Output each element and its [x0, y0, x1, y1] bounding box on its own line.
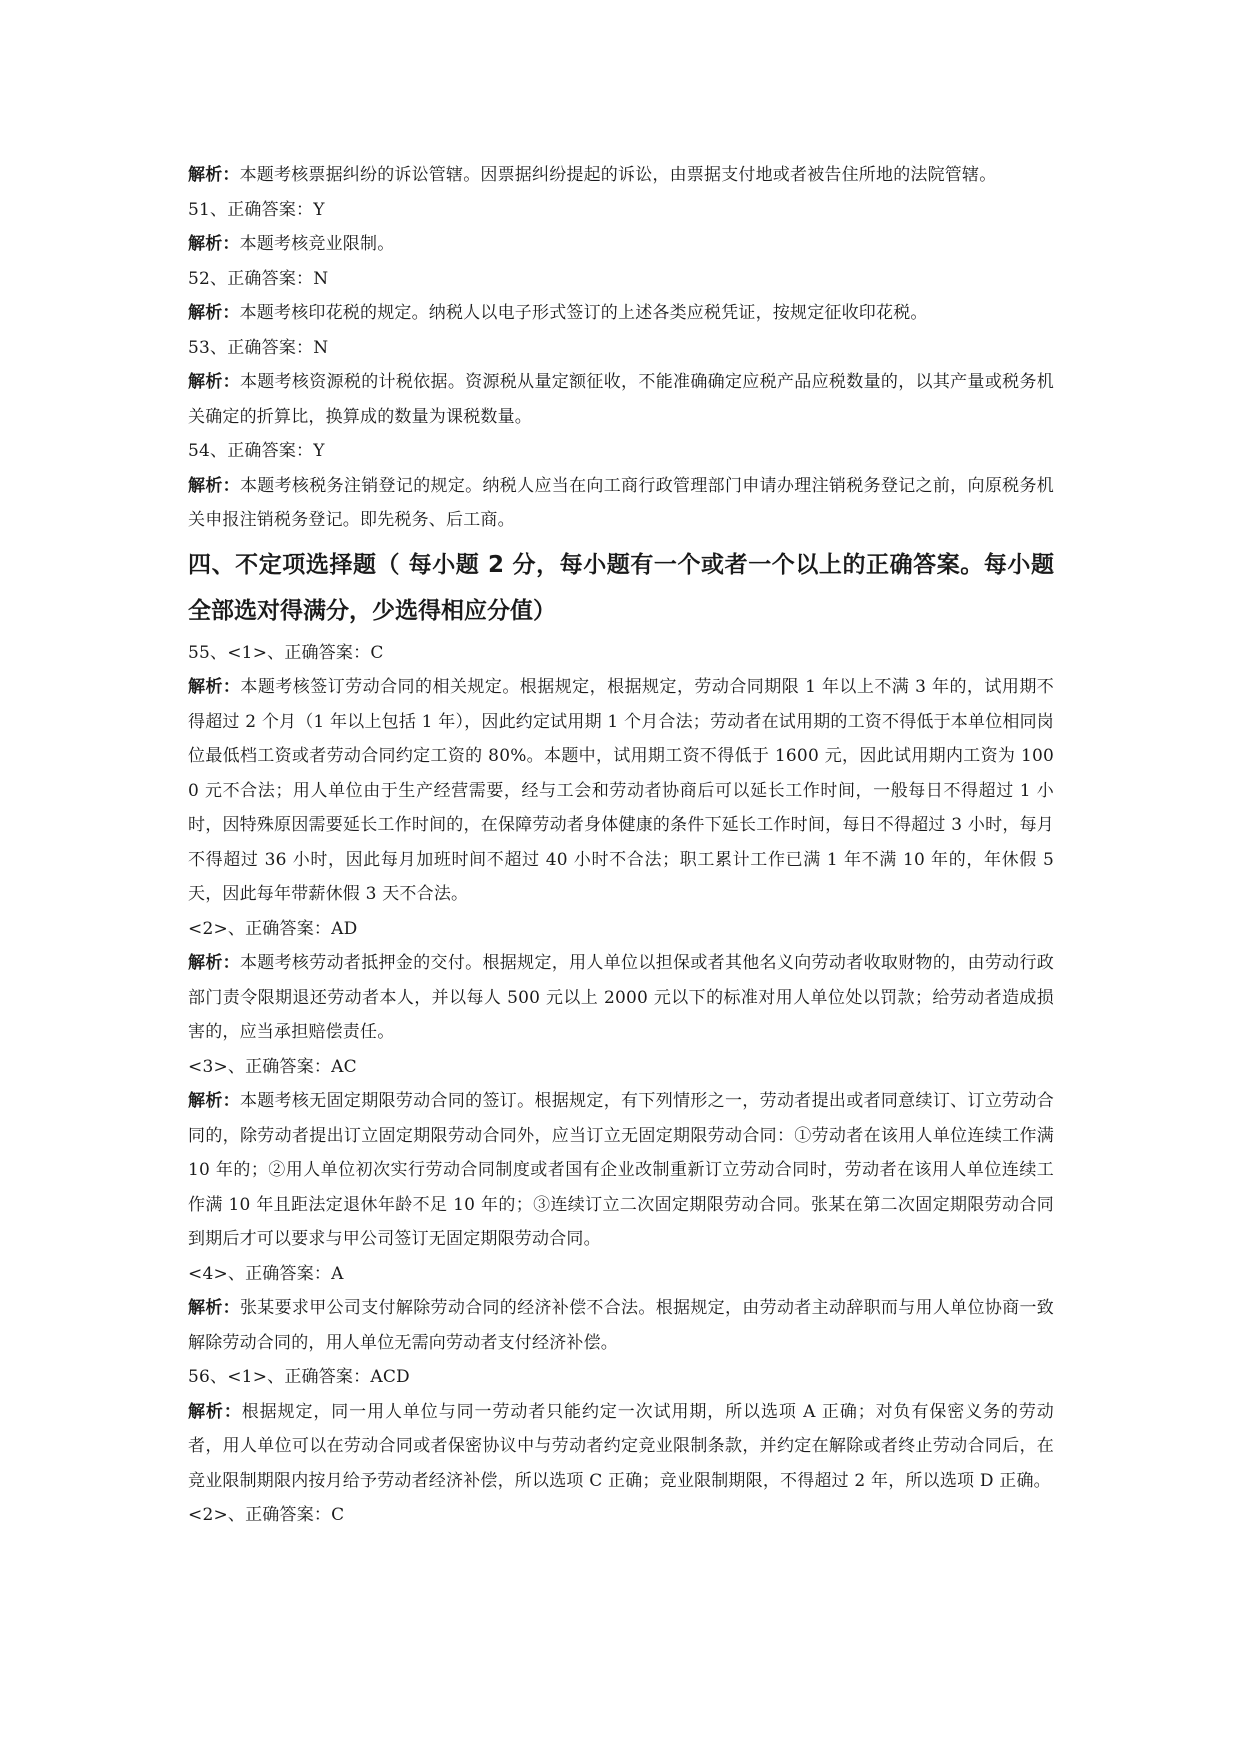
analysis-paragraph — [188, 1084, 1054, 1257]
analysis-text: 本题考核票据纠纷的诉讼管辖。因票据纠纷提起的诉讼，由票据支付地或者被告住所地的法院管辖。 — [239, 165, 997, 185]
analysis-text: 本题考核无固定期限劳动合同的签订。根据规定，有下列情形之一，劳动者提出或者同意续订、订立劳动合同的，除劳动者提出订立固定期限劳动合同外，应当订立无固定期限劳动合同：①劳动者在该用人单位连续工作满 10 年的；②用人单位初次实行劳动合同制度或者国有企业改制重新订立劳动合同时，劳动者在该用人单位连续工作满 10 年且距法定退休年龄不足 10 年的；③连续订立二次固定期限劳动合同。张某在第二次固定期限劳动合同到期后才可以要求与甲公司签订无固定期限劳动合同。 — [188, 1091, 1054, 1249]
analysis-label: 解析： — [188, 1298, 240, 1318]
analysis-text: 本题考核签订劳动合同的相关规定。根据规定，根据规定，劳动合同期限 1 年以上不满 3 年的，试用期不得超过 2 个月（1 年以上包括 1 年），因此约定试用期 1 个月合法；劳动者在试用期的工资不得低于本单位相同岗位最低档工资或者劳动合同约定工资的 80%。本题中，试用期工资不得低于 1600 元，因此试用期内工资为 1000 元不合法；用人单位由于生产经营需要，经与工会和劳动者协商后可以延长工作时间，一般每日不得超过 1 小时，因特殊原因需要延长工作时间的，在保障劳动者身体健康的条件下延长工作时间，每日不得超过 3 小时，每月不得超过 36 小时，因此每月加班时间不超过 40 小时不合法；职工累计工作已满 1 年不满 10 年的，年休假 5 天，因此每年带薪休假 3 天不合法。 — [188, 677, 1054, 904]
answer-line: <3>、正确答案：AC — [188, 1056, 357, 1077]
answer-line: 52、正确答案：N — [188, 268, 329, 289]
analysis-text: 本题考核劳动者抵押金的交付。根据规定，用人单位以担保或者其他名义向劳动者收取财物的，由劳动行政部门责令限期退还劳动者本人，并以每人 500 元以上 2000 元以下的标准对用人单位处以罚款；给劳动者造成损害的，应当承担赔偿责任。 — [188, 953, 1054, 1042]
analysis-label: 解析： — [188, 303, 240, 323]
answer-line: 51、正确答案：Y — [188, 199, 325, 220]
analysis-text: 本题考核税务注销登记的规定。纳税人应当在向工商行政管理部门申请办理注销税务登记之前，向原税务机关申报注销税务登记。即先税务、后工商。 — [188, 475, 1054, 530]
answer-line: 56、<1>、正确答案：ACD — [188, 1367, 410, 1387]
analysis-paragraph — [188, 296, 1054, 331]
analysis-text: 根据规定，同一用人单位与同一劳动者只能约定一次试用期，所以选项 A 正确；对负有保密义务的劳动者，用人单位可以在劳动合同或者保密协议中与劳动者约定竞业限制条款，并约定在解除或者终止劳动合同后，在竞业限制期限内按月给予劳动者经济补偿，所以选项 C 正确；竞业限制期限，不得超过 2 年，所以选项 D 正确。 — [188, 1401, 1055, 1491]
document-page — [188, 158, 1054, 1533]
analysis-paragraph — [188, 469, 1054, 538]
analysis-text: 本题考核竞业限制。 — [239, 234, 395, 254]
analysis-text: 张某要求甲公司支付解除劳动合同的经济补偿不合法。根据规定，由劳动者主动辞职而与用人单位协商一致解除劳动合同的，用人单位无需向劳动者支付经济补偿。 — [188, 1298, 1054, 1353]
analysis-label: 解析： — [188, 1091, 240, 1111]
answer-line: 55、<1>、正确答案：C — [188, 642, 384, 663]
analysis-text: 本题考核印花税的规定。纳税人以电子形式签订的上述各类应税凭证，按规定征收印花税。 — [239, 303, 928, 323]
analysis-label: 解析： — [188, 165, 240, 185]
analysis-label: 解析： — [188, 372, 240, 392]
analysis-label: 解析： — [188, 953, 240, 973]
analysis-label: 解析： — [188, 234, 240, 254]
answer-line: <4>、正确答案：A — [188, 1263, 344, 1284]
analysis-paragraph — [188, 158, 1054, 193]
answer-line: <2>、正确答案：C — [188, 1505, 345, 1525]
analysis-paragraph — [188, 227, 1054, 262]
analysis-paragraph — [188, 946, 1054, 1050]
analysis-paragraph — [188, 1291, 1054, 1360]
analysis-label: 解析： — [188, 1401, 242, 1422]
answer-line: 54、正确答案：Y — [188, 441, 325, 461]
analysis-label: 解析： — [188, 475, 240, 496]
analysis-paragraph — [188, 1395, 1054, 1499]
answer-line: 53、正确答案：N — [188, 337, 329, 358]
analysis-paragraph — [188, 670, 1054, 912]
section-heading: 四、不定项选择题（ 每小题 2 分，每小题有一个或者一个以上的正确答案。每小题全部选对得满分，少选得相应分值） — [188, 551, 1054, 624]
analysis-label: 解析： — [188, 677, 241, 697]
analysis-text: 本题考核资源税的计税依据。资源税从量定额征收，不能准确确定应税产品应税数量的，以其产量或税务机关确定的折算比，换算成的数量为课税数量。 — [188, 372, 1054, 427]
answer-line: <2>、正确答案：AD — [188, 918, 358, 939]
analysis-paragraph — [188, 365, 1054, 434]
